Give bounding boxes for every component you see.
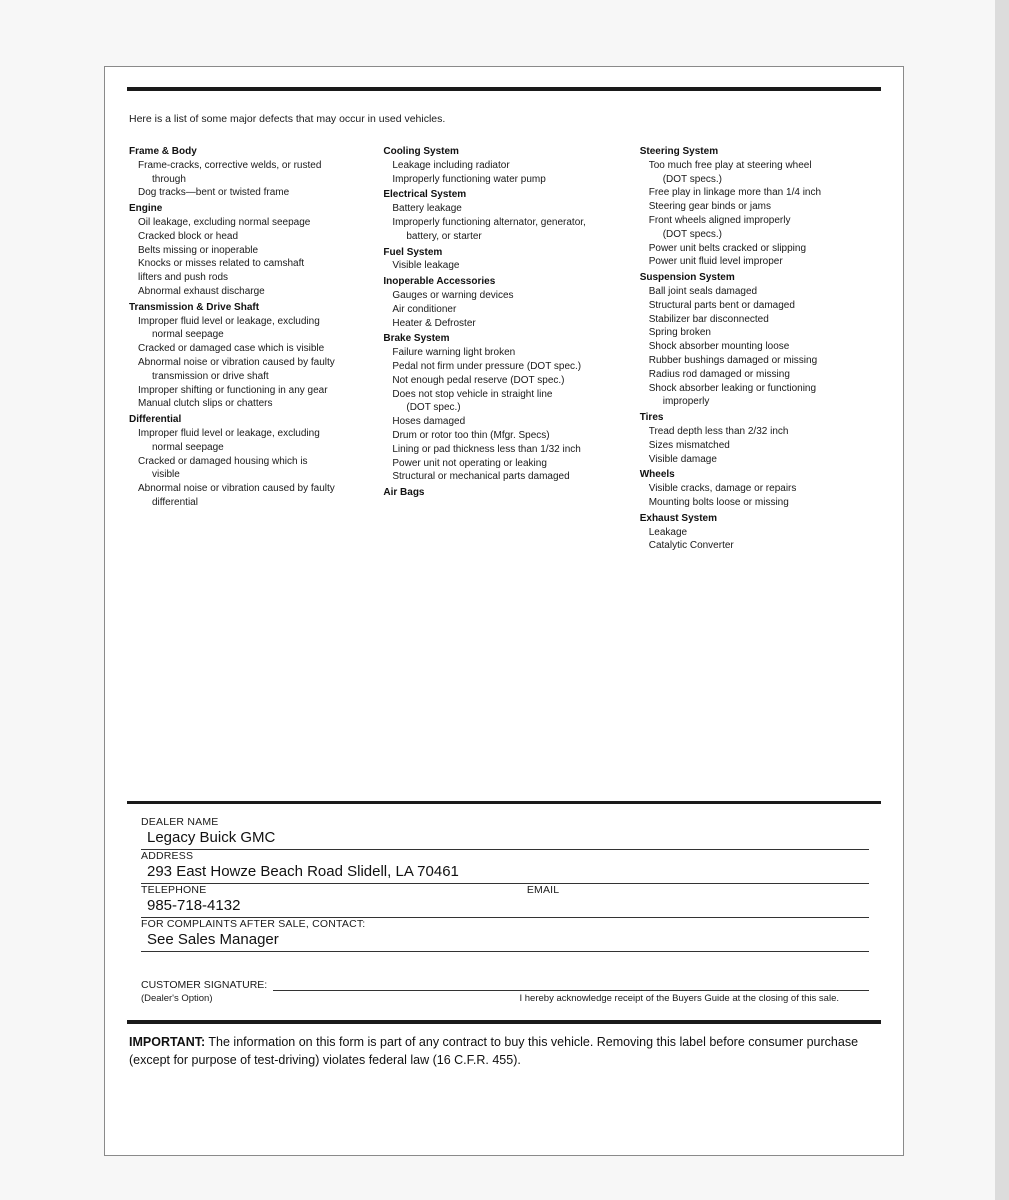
defect-item: Too much free play at steering wheel bbox=[648, 159, 812, 171]
defect-item: Abnormal noise or vibration caused by faulty bbox=[138, 356, 335, 368]
defect-item: Not enough pedal reserve (DOT spec.) bbox=[392, 374, 565, 386]
dealer-name-label: DEALER NAME bbox=[141, 816, 219, 829]
defect-item: Belts missing or inoperable bbox=[138, 244, 259, 256]
defects-columns bbox=[127, 145, 881, 555]
defect-item: normal seepage bbox=[152, 329, 224, 341]
complaints-label: FOR COMPLAINTS AFTER SALE, CONTACT: bbox=[141, 918, 366, 931]
defect-item: Manual clutch slips or chatters bbox=[138, 398, 273, 410]
defect-item: improperly bbox=[662, 396, 710, 408]
defect-item: Battery leakage bbox=[392, 203, 462, 215]
complaints-field[interactable] bbox=[141, 918, 869, 952]
defect-item: Abnormal exhaust discharge bbox=[138, 285, 265, 297]
defect-item: Improper shifting or functioning in any gear bbox=[138, 384, 328, 396]
defect-item: Air conditioner bbox=[392, 303, 457, 315]
defect-item: Gauges or warning devices bbox=[392, 289, 514, 301]
email-field[interactable] bbox=[527, 884, 869, 918]
defect-item: Frame-cracks, corrective welds, or rusted bbox=[138, 159, 322, 171]
telephone-label: TELEPHONE bbox=[141, 884, 207, 897]
important-heading: IMPORTANT: bbox=[129, 1035, 206, 1050]
defect-group bbox=[129, 145, 373, 200]
email-label: EMAIL bbox=[526, 884, 560, 897]
defect-item: differential bbox=[152, 496, 198, 508]
defects-column-1 bbox=[127, 145, 383, 555]
defect-group bbox=[640, 271, 871, 409]
defect-item: Leakage bbox=[648, 526, 688, 538]
defect-item: Mounting bolts loose or missing bbox=[648, 496, 789, 508]
acknowledgement-text: I hereby acknowledge receipt of the Buyers Guide at the closing of this sale. bbox=[519, 993, 839, 1005]
defect-group-title: Electrical System bbox=[383, 189, 467, 201]
dealer-info-section bbox=[127, 816, 881, 952]
defect-item: Failure warning light broken bbox=[392, 347, 516, 359]
defect-item: Radius rod damaged or missing bbox=[648, 368, 790, 380]
defect-group bbox=[383, 145, 629, 186]
defect-item: through bbox=[152, 173, 186, 185]
telephone-value[interactable]: 985-718-4132 bbox=[141, 896, 527, 918]
blank-space bbox=[127, 555, 881, 791]
scroll-strip bbox=[995, 0, 1009, 1200]
defect-group-title: Engine bbox=[129, 203, 163, 215]
top-divider bbox=[127, 87, 881, 91]
email-value[interactable] bbox=[527, 896, 869, 918]
defect-group-title: Air Bags bbox=[383, 487, 425, 499]
defect-item: transmission or drive shaft bbox=[152, 370, 269, 382]
address-label: ADDRESS bbox=[141, 850, 194, 863]
defect-group-title: Exhaust System bbox=[639, 512, 717, 524]
defect-item: Shock absorber mounting loose bbox=[648, 341, 790, 353]
defect-item: battery, or starter bbox=[406, 230, 482, 242]
defect-group-title: Fuel System bbox=[383, 246, 443, 258]
important-text: The information on this form is part of any contract to buy this vehicle. Removing this label before consumer purchase (except for purpose of test-driving) violates federal law (16 C.F.R. 455). bbox=[129, 1035, 859, 1067]
dealer-name-field[interactable] bbox=[141, 816, 869, 850]
defect-item: Improperly functioning alternator, generator, bbox=[392, 216, 586, 228]
bottom-divider bbox=[127, 1020, 881, 1024]
defect-group bbox=[640, 411, 871, 466]
defect-item: Sizes mismatched bbox=[648, 439, 730, 451]
defects-column-3 bbox=[640, 145, 881, 555]
defect-group-title: Suspension System bbox=[639, 272, 735, 284]
defect-item: Visible leakage bbox=[392, 260, 460, 272]
defect-item: Cracked or damaged case which is visible bbox=[138, 343, 325, 355]
defects-column-2 bbox=[383, 145, 639, 555]
defect-group bbox=[383, 486, 629, 500]
defect-item: Structural or mechanical parts damaged bbox=[392, 471, 570, 483]
defect-item: Drum or rotor too thin (Mfgr. Specs) bbox=[392, 429, 550, 441]
defect-group-title: Brake System bbox=[383, 333, 450, 345]
telephone-email-row bbox=[141, 884, 869, 918]
defect-item: Visible damage bbox=[648, 453, 717, 465]
telephone-field[interactable] bbox=[141, 884, 527, 918]
defect-group-title: Frame & Body bbox=[129, 146, 197, 157]
defect-group bbox=[640, 512, 871, 553]
defect-item: Structural parts bent or damaged bbox=[648, 299, 795, 311]
defect-item: Front wheels aligned improperly bbox=[648, 214, 791, 226]
defect-group bbox=[640, 468, 871, 509]
defect-item: Knocks or misses related to camshaft bbox=[138, 258, 305, 270]
middle-divider bbox=[127, 801, 881, 804]
defect-group bbox=[640, 145, 871, 269]
defect-item: Power unit belts cracked or slipping bbox=[648, 242, 807, 254]
defect-item: (DOT specs.) bbox=[662, 173, 722, 185]
address-field[interactable] bbox=[141, 850, 869, 884]
address-value[interactable]: 293 East Howze Beach Road Slidell, LA 70461 bbox=[141, 862, 869, 884]
defect-item: lifters and push rods bbox=[138, 272, 229, 284]
defect-item: Leakage including radiator bbox=[392, 159, 510, 171]
complaints-value[interactable]: See Sales Manager bbox=[141, 930, 869, 952]
defect-group bbox=[383, 188, 629, 243]
defect-group-title: Wheels bbox=[639, 469, 675, 481]
defect-item: Tread depth less than 2/32 inch bbox=[648, 425, 789, 437]
defect-group-title: Inoperable Accessories bbox=[383, 276, 496, 288]
defect-group-title: Cooling System bbox=[383, 146, 459, 157]
defect-item: Free play in linkage more than 1/4 inch bbox=[648, 187, 822, 199]
defect-item: Power unit not operating or leaking bbox=[392, 457, 547, 469]
defect-item: visible bbox=[152, 469, 180, 481]
defect-item: Abnormal noise or vibration caused by faulty bbox=[138, 483, 335, 495]
important-notice bbox=[127, 1034, 881, 1070]
defect-group bbox=[129, 413, 373, 510]
defect-group-title: Differential bbox=[129, 414, 182, 426]
defect-item: normal seepage bbox=[152, 441, 224, 453]
signature-section bbox=[127, 978, 881, 1004]
customer-signature-label: CUSTOMER SIGNATURE: bbox=[141, 979, 268, 992]
defect-item: Visible cracks, damage or repairs bbox=[648, 483, 797, 495]
defect-item: (DOT spec.) bbox=[406, 402, 461, 414]
defect-item: Shock absorber leaking or functioning bbox=[648, 382, 817, 394]
dealer-name-value[interactable]: Legacy Buick GMC bbox=[141, 828, 869, 850]
defect-item: Improperly functioning water pump bbox=[392, 173, 546, 185]
defect-item: Spring broken bbox=[648, 327, 711, 339]
defect-item: Heater & Defroster bbox=[392, 317, 476, 329]
defect-item: Lining or pad thickness less than 1/32 inch bbox=[392, 443, 581, 455]
defect-group bbox=[383, 246, 629, 274]
defect-group bbox=[129, 202, 373, 299]
defect-item: Improper fluid level or leakage, excluding bbox=[138, 427, 320, 439]
defect-item: Dog tracks—bent or twisted frame bbox=[138, 187, 290, 199]
defect-group-title: Tires bbox=[639, 412, 664, 424]
defect-item: Hoses damaged bbox=[392, 416, 466, 428]
intro-text: Here is a list of some major defects that may occur in used vehicles. bbox=[129, 113, 446, 125]
defect-item: Power unit fluid level improper bbox=[648, 256, 783, 268]
defect-item: (DOT specs.) bbox=[662, 228, 722, 240]
defect-item: Oil leakage, excluding normal seepage bbox=[138, 216, 311, 228]
defect-item: Catalytic Converter bbox=[648, 540, 734, 552]
defect-item: Cracked block or head bbox=[138, 230, 239, 242]
dealer-option-note: (Dealer's Option) bbox=[141, 993, 213, 1005]
buyers-guide-document bbox=[104, 66, 904, 1156]
customer-signature-line[interactable] bbox=[273, 978, 869, 991]
defect-group-title: Steering System bbox=[639, 146, 719, 157]
defect-item: Does not stop vehicle in straight line bbox=[392, 388, 553, 400]
defect-group bbox=[383, 275, 629, 330]
defect-item: Ball joint seals damaged bbox=[648, 285, 758, 297]
defect-item: Steering gear binds or jams bbox=[648, 201, 772, 213]
defect-item: Pedal not firm under pressure (DOT spec.) bbox=[392, 360, 582, 372]
defect-group bbox=[129, 301, 373, 411]
defect-item: Stabilizer bar disconnected bbox=[648, 313, 769, 325]
defect-item: Rubber bushings damaged or missing bbox=[648, 354, 818, 366]
defect-group-title: Transmission & Drive Shaft bbox=[129, 301, 260, 313]
defect-item: Improper fluid level or leakage, excluding bbox=[138, 315, 320, 327]
defect-item: Cracked or damaged housing which is bbox=[138, 455, 308, 467]
defect-group bbox=[383, 332, 629, 484]
